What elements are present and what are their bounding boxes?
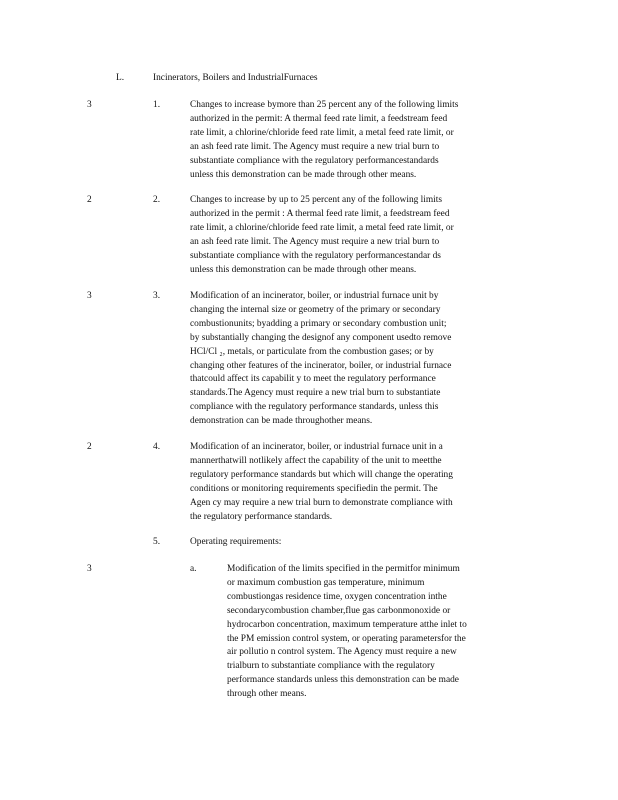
item-5-number: 5.	[153, 537, 161, 547]
item-4-level: 2	[87, 442, 92, 452]
item-2-level: 2	[87, 195, 92, 205]
text-line: regulatory performance standards but which will change the operating	[190, 469, 453, 480]
text-line: or maximum combustion gas temperature, minimum	[227, 577, 425, 588]
text-line: Agen cy may require a new trial burn to demonstrate compliance with	[190, 497, 453, 508]
text-line: substantiate compliance with the regulatory performancestandar ds	[190, 250, 441, 261]
text-line: the regulatory performance standards.	[190, 511, 333, 522]
text-line: Changes to increase bymore than 25 percent any of the following limits	[190, 100, 459, 110]
text-line: an ash feed rate limit. The Agency must require a new trial burn to	[190, 141, 440, 152]
text-line: changing other features of the incinerator, boiler, or industrial furnace	[190, 360, 452, 371]
text-line: air pollutio n control system. The Agency must require a new	[227, 647, 457, 658]
text-line: rate limit, a chlorine/chloride feed rate limit, a metal feed rate limit, or	[190, 127, 454, 138]
text-line: authorized in the permit : A thermal feed rate limit, a feedstream feed	[190, 208, 450, 219]
text-line: demonstration can be made throughother means.	[190, 416, 373, 427]
text-line: Modification of the limits specified in the permitfor minimum	[227, 564, 460, 574]
text-line: changing the internal size or geometry of the primary or secondary	[190, 304, 441, 315]
item-3-level: 3	[87, 291, 92, 301]
text-line: combustiongas residence time, oxygen concentration inthe	[227, 591, 447, 602]
text-line: the PM emission control system, or operating parametersfor the	[227, 633, 466, 644]
item-3-number: 3.	[153, 291, 161, 301]
text-line: secondarycombustion chamber,flue gas carbonmonoxide or	[227, 605, 451, 616]
text-line: compliance with the regulatory performance standards, unless this	[190, 402, 439, 413]
text-line: trialburn to substantiate compliance with the regulatory	[227, 661, 435, 672]
text-line: by substantially changing the designof any component usedto remove	[190, 332, 452, 343]
text-line: Modification of an incinerator, boiler, or industrial furnace unit by	[190, 291, 439, 301]
text-line: through other means.	[227, 689, 307, 700]
text-line: performance standards unless this demonstration can be made	[227, 675, 459, 686]
text-line: an ash feed rate limit. The Agency must require a new trial burn to	[190, 236, 440, 247]
text-line: hydrocarbon concentration, maximum temperature atthe inlet to	[227, 619, 467, 630]
text-line: unless this demonstration can be made through other means.	[190, 264, 417, 275]
text-line: HCl/Cl ₂, metals, or particulate from the combustion gases; or by	[190, 346, 434, 357]
subitem-a-letter: a.	[190, 564, 197, 574]
text-line: rate limit, a chlorine/chloride feed rate limit, a metal feed rate limit, or	[190, 222, 454, 233]
subitem-a-level: 3	[87, 564, 92, 574]
item-3-text	[190, 290, 451, 429]
section-title: Incinerators, Boilers and IndustrialFurnaces	[153, 73, 318, 83]
text-line: authorized in the permit: A thermal feed rate limit, a feedstream feed	[190, 113, 448, 124]
text-line: conditions or monitoring requirements specifiedin the permit. The	[190, 483, 438, 494]
text-line: standards.The Agency must require a new trial burn to substantiate	[190, 388, 441, 399]
item-4-number: 4.	[153, 442, 161, 452]
item-5-text	[190, 536, 281, 550]
text-line: substantiate compliance with the regulatory performancestandards	[190, 155, 439, 166]
text-line: thatcould affect its capabilit y to meet the regulatory performance	[190, 374, 436, 385]
text-line: Modification of an incinerator, boiler, or industrial furnace unit in a	[190, 442, 443, 452]
item-4-text	[190, 441, 453, 524]
item-2-number: 2.	[153, 195, 161, 205]
text-line: combustionunits; byadding a primary or secondary combustion unit;	[190, 318, 447, 329]
item-1-number: 1.	[153, 100, 161, 110]
item-2-text	[190, 194, 454, 277]
section-letter: L.	[116, 73, 125, 83]
text-line: unless this demonstration can be made through other means.	[190, 169, 417, 180]
text-line: Changes to increase by up to 25 percent any of the following limits	[190, 195, 443, 205]
item-1-text	[190, 99, 458, 182]
text-line: Operating requirements:	[190, 537, 282, 547]
text-line: mannerthatwill notlikely affect the capability of the unit to meetthe	[190, 455, 442, 466]
item-1-level: 3	[87, 100, 92, 110]
subitem-a-text	[227, 563, 467, 702]
